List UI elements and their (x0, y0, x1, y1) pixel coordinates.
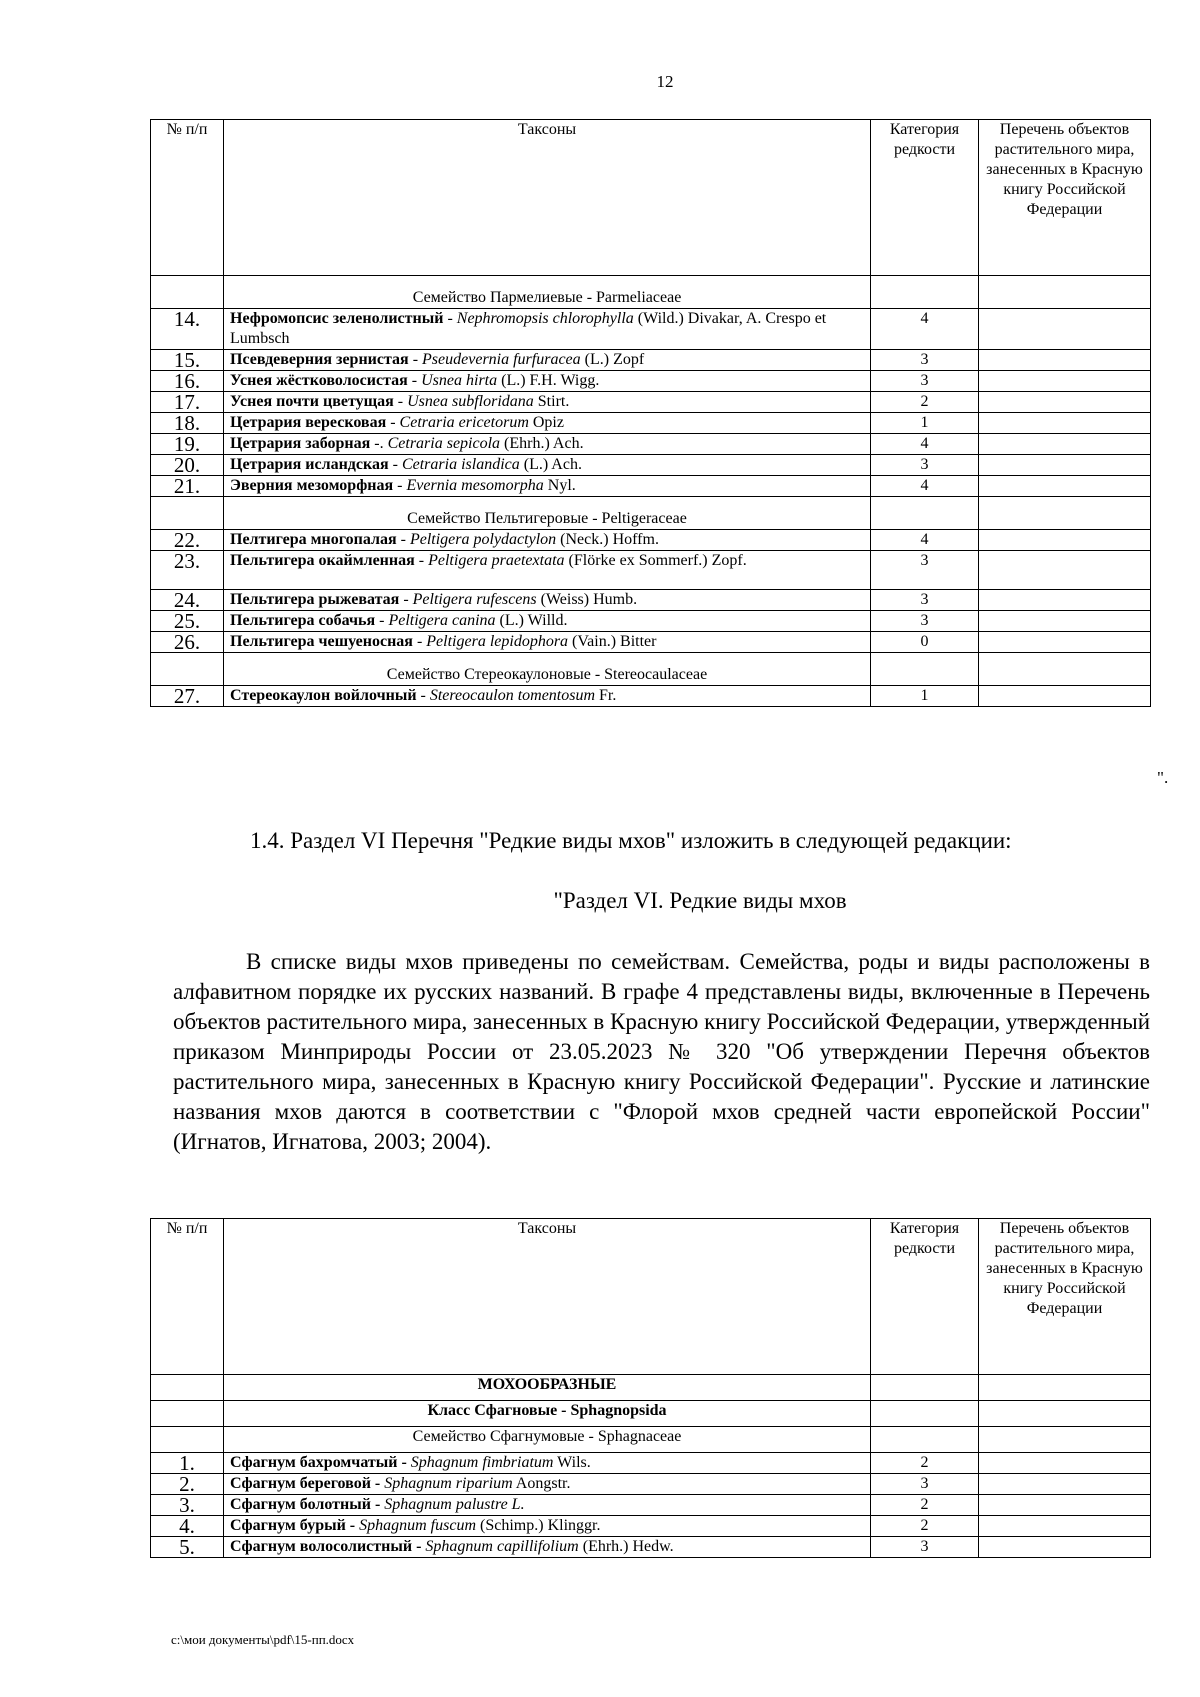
taxon-author: Stirt. (533, 393, 570, 410)
rarity-category: 2 (871, 1495, 979, 1516)
taxon-author: Nyl. (543, 477, 576, 494)
rarity-category: 2 (871, 1453, 979, 1474)
rarity-category: 3 (871, 371, 979, 392)
taxon-author: Opiz (528, 414, 564, 431)
rarity-category: 3 (871, 1537, 979, 1558)
file-path-footer: c:\мои документы\pdf\15-пп.docx (171, 1632, 355, 1647)
row-number: 22. (151, 530, 224, 551)
header-list: Перечень объектов растительного мира, занесенных в Красную книгу Российской Федерации (979, 1219, 1151, 1375)
family-row (151, 276, 1151, 309)
division-name: МОХООБРАЗНЫЕ (224, 1375, 871, 1401)
taxon-author: (Flörke ex Sommerf.) Zopf. (564, 552, 747, 569)
amendment-item: 1.4. Раздел VI Перечня "Редкие виды мхов" изложить в следующей редакции: (250, 828, 1012, 853)
taxon-lat: Peltigera canina (388, 612, 496, 629)
closing-quote: ". (1157, 768, 1169, 787)
section-paragraph: В списке виды мхов приведены по семействам. Семейства, роды и виды расположены в алфавитном порядке их русских названий. В графе 4 представлены виды, включенные в Перечень объектов растительного мира, занесенных в Красную книгу Российской Федерации, утвержденный приказом Минприроды России от 23.05.2023 № 320 "Об утверждении Перечня объектов растительного мира, занесенных в Красную книгу Российской Федерации". Русские и латинские названия мхов даются в соответствии с "Флорой мхов средней части европейской России" (Игнатов, Игнатова, 2003; 2004). (173, 949, 1150, 1154)
taxon-lat: Usnea subfloridana (407, 393, 534, 410)
family-name: Семейство Сфагнумовые - Sphagnaceae (224, 1427, 871, 1453)
taxon-author: (Wild.) Divakar, A. Crespo et Lumbsch (230, 310, 827, 347)
table-row: 25. Пельтигера собачья - Peltigera canina (L.) Willd. 3 (151, 611, 1151, 632)
taxon-lat: Sphagnum capillifolium (425, 1538, 579, 1555)
taxon-author: Aongstr. (512, 1475, 571, 1492)
table-row: 17. Уснея почти цветущая - Usnea subfloridana Stirt. 2 (151, 392, 1151, 413)
header-taxa: Таксоны (224, 120, 871, 276)
header-list: Перечень объектов растительного мира, занесенных в Красную книгу Российской Федерации (979, 120, 1151, 276)
table-row: 5. Сфагнум волосолистный - Sphagnum capillifolium (Ehrh.) Hedw. 3 (151, 1537, 1151, 1558)
table-row: 4. Сфагнум бурый - Sphagnum fuscum (Schimp.) Klinggr. 2 (151, 1516, 1151, 1537)
taxon-author: (Ehrh.) Hedw. (578, 1538, 674, 1555)
taxon-lat: Evernia mesomorpha (406, 477, 544, 494)
header-taxa: Таксоны (224, 1219, 871, 1375)
row-number: 2. (151, 1474, 224, 1495)
taxon-lat: Peltigera praetextata (428, 552, 565, 569)
table-row: 20. Цетрария исландская - Cetraria islandica (L.) Ach. 3 (151, 455, 1151, 476)
taxon-author: (Neck.) Hoffm. (556, 531, 659, 548)
taxon-ru: Сфагнум бахромчатый (230, 1454, 398, 1471)
taxon-ru: Псевдеверния зернистая (230, 351, 409, 368)
taxon-lat: Sphagnum palustre L. (384, 1496, 525, 1513)
table-header-row (151, 1219, 1151, 1375)
taxon-ru: Цетрария заборная (230, 435, 371, 452)
table-header-row (151, 120, 1151, 276)
table-row: 3. Сфагнум болотный - Sphagnum palustre L. 2 (151, 1495, 1151, 1516)
taxon-ru: Стереокаулон войлочный (230, 687, 417, 704)
rarity-category: 1 (871, 686, 979, 707)
row-number: 23. (151, 551, 224, 590)
taxon-lat: Sphagnum riparium (384, 1475, 513, 1492)
table-row: 23. Пельтигера окаймленная - Peltigera praetextata (Flörke ex Sommerf.) Zopf. 3 (151, 551, 1151, 590)
row-number: 25. (151, 611, 224, 632)
header-category: Категория редкости (871, 1219, 979, 1375)
row-number: 24. (151, 590, 224, 611)
table-row: 15. Псевдеверния зернистая - Pseudevernia furfuracea (L.) Zopf 3 (151, 350, 1151, 371)
header-num: № п/п (151, 120, 224, 276)
row-number: 4. (151, 1516, 224, 1537)
row-number: 20. (151, 455, 224, 476)
row-number: 3. (151, 1495, 224, 1516)
taxon-lat: Pseudevernia furfuracea (422, 351, 581, 368)
rarity-category: 3 (871, 350, 979, 371)
rare-mosses-table (150, 1218, 1151, 1558)
taxon-ru: Пельтигера рыжеватая (230, 591, 400, 608)
taxon-ru: Уснея жёстковолосистая (230, 372, 408, 389)
taxon-author: (Weiss) Humb. (536, 591, 638, 608)
rarity-category: 3 (871, 551, 979, 590)
taxon-ru: Цетрария исландская (230, 456, 389, 473)
row-number: 21. (151, 476, 224, 497)
family-row (151, 497, 1151, 530)
row-number: 15. (151, 350, 224, 371)
taxon-ru: Пельтигера собачья (230, 612, 376, 629)
table-row: 27. Стереокаулон войлочный - Stereocaulon tomentosum Fr. 1 (151, 686, 1151, 707)
table-row: 21. Эверния мезоморфная - Evernia mesomorpha Nyl. 4 (151, 476, 1151, 497)
table-row: 26. Пельтигера чешуеносная - Peltigera lepidophora (Vain.) Bitter 0 (151, 632, 1151, 653)
rarity-category: 3 (871, 590, 979, 611)
taxon-author: (Ehrh.) Ach. (500, 435, 584, 452)
taxon-author: Wils. (553, 1454, 591, 1471)
rarity-category: 1 (871, 413, 979, 434)
family-name: Семейство Пельтигеровые - Peltigeraceae (224, 497, 871, 530)
taxon-ru: Пелтигера многопалая (230, 531, 397, 548)
rarity-category: 3 (871, 1474, 979, 1495)
taxon-lat: Sphagnum fuscum (359, 1517, 477, 1534)
taxon-lat: Peltigera rufescens (412, 591, 537, 608)
family-name: Семейство Стереокаулоновые - Stereocaulaceae (224, 653, 871, 686)
taxon-author: Fr. (595, 687, 617, 704)
table-row: 24. Пельтигера рыжеватая - Peltigera rufescens (Weiss) Humb. 3 (151, 590, 1151, 611)
page-number: 12 (656, 72, 674, 91)
row-number: 14. (151, 309, 224, 350)
taxon-ru: Эверния мезоморфная (230, 477, 394, 494)
rarity-category: 4 (871, 309, 979, 350)
taxon-lat: Cetraria sepicola (387, 435, 501, 452)
taxon-author: (L.) Ach. (519, 456, 582, 473)
row-number: 19. (151, 434, 224, 455)
taxon-lat: Sphagnum fimbriatum (410, 1454, 554, 1471)
taxon-ru: Сфагнум бурый (230, 1517, 346, 1534)
rarity-category: 3 (871, 455, 979, 476)
table-row: 19. Цетрария заборная -. Cetraria sepicola (Ehrh.) Ach. 4 (151, 434, 1151, 455)
rarity-category: 3 (871, 611, 979, 632)
row-number: 16. (151, 371, 224, 392)
taxon-author: (Schimp.) Klinggr. (476, 1517, 601, 1534)
taxon-ru: Уснея почти цветущая (230, 393, 394, 410)
header-num: № п/п (151, 1219, 224, 1375)
row-number: 17. (151, 392, 224, 413)
rarity-category: 4 (871, 530, 979, 551)
family-name: Семейство Пармелиевые - Parmeliaceae (224, 276, 871, 309)
section-title: "Раздел VI. Редкие виды мхов (553, 888, 847, 913)
class-row (151, 1401, 1151, 1427)
row-number: 5. (151, 1537, 224, 1558)
rarity-category: 0 (871, 632, 979, 653)
taxon-lat: Peltigera lepidophora (426, 633, 569, 650)
class-name: Класс Сфагновые - Sphagnopsida (224, 1401, 871, 1427)
rarity-category: 2 (871, 1516, 979, 1537)
taxon-ru: Цетрария вересковая (230, 414, 387, 431)
rarity-category: 4 (871, 434, 979, 455)
table-row: 22. Пелтигера многопалая - Peltigera polydactylon (Neck.) Hoffm. 4 (151, 530, 1151, 551)
taxon-ru: Сфагнум болотный (230, 1496, 371, 1513)
taxon-author: (L.) Willd. (495, 612, 568, 629)
taxon-ru: Пельтигера окаймленная (230, 552, 415, 569)
table-row: 14. Нефромопсис зеленолистный - Nephromopsis chlorophylla (Wild.) Divakar, A. Crespo et Lumbsch 4 (151, 309, 1151, 350)
family-row (151, 653, 1151, 686)
taxon-ru: Сфагнум береговой (230, 1475, 371, 1492)
taxon-ru: Сфагнум волосолистный (230, 1538, 413, 1555)
row-number: 1. (151, 1453, 224, 1474)
taxon-lat: Stereocaulon tomentosum (429, 687, 596, 704)
table-row: 1. Сфагнум бахромчатый - Sphagnum fimbriatum Wils. 2 (151, 1453, 1151, 1474)
row-number: 27. (151, 686, 224, 707)
header-category: Категория редкости (871, 120, 979, 276)
taxon-lat: Nephromopsis chlorophylla (456, 310, 634, 327)
table-row: 2. Сфагнум береговой - Sphagnum riparium Aongstr. 3 (151, 1474, 1151, 1495)
taxon-lat: Usnea hirta (421, 372, 498, 389)
taxon-lat: Peltigera polydactylon (409, 531, 557, 548)
table-row: 18. Цетрария вересковая - Cetraria ericetorum Opiz 1 (151, 413, 1151, 434)
taxon-author: (L.) Zopf (580, 351, 645, 368)
taxon-ru: Пельтигера чешуеносная (230, 633, 413, 650)
division-row (151, 1375, 1151, 1401)
rarity-category: 2 (871, 392, 979, 413)
rarity-category: 4 (871, 476, 979, 497)
row-number: 18. (151, 413, 224, 434)
table-row: 16. Уснея жёстковолосистая - Usnea hirta (L.) F.H. Wigg. 3 (151, 371, 1151, 392)
taxon-author: (L.) F.H. Wigg. (497, 372, 600, 389)
rare-lichens-table (150, 119, 1151, 707)
taxon-author: (Vain.) Bitter (568, 633, 657, 650)
family-row (151, 1427, 1151, 1453)
taxon-lat: Cetraria ericetorum (399, 414, 529, 431)
taxon-ru: Нефромопсис зеленолистный (230, 310, 444, 327)
row-number: 26. (151, 632, 224, 653)
taxon-lat: Cetraria islandica (401, 456, 520, 473)
